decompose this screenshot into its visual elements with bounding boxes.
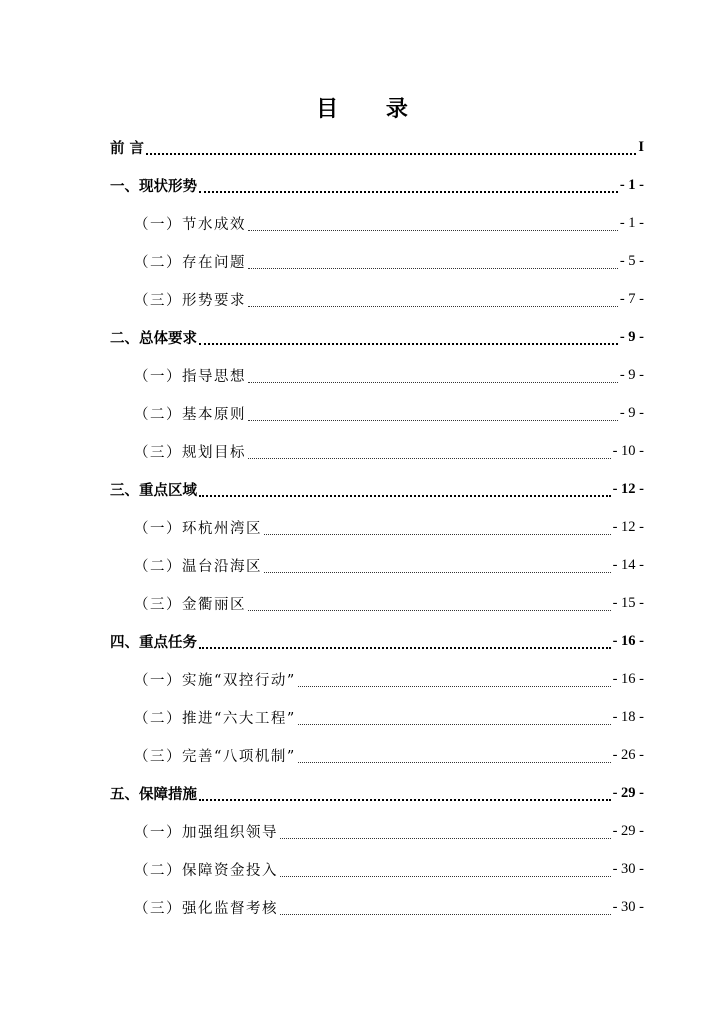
- toc-page-number: - 1 -: [619, 214, 644, 231]
- toc-entry-label: （三）金衢丽区: [134, 596, 246, 613]
- toc-section-entry[interactable]: [110, 584, 644, 622]
- dot-leader: [264, 560, 611, 573]
- toc-page-number: - 7 -: [619, 290, 644, 307]
- dot-leader: [264, 522, 611, 535]
- toc-page-number: - 12 -: [612, 480, 644, 497]
- toc-entry-label: 前 言: [110, 140, 145, 157]
- toc-entry-label: （一）节水成效: [134, 216, 246, 233]
- toc-page-number: - 30 -: [612, 898, 644, 915]
- dot-leader: [199, 787, 611, 801]
- toc-entry-label: （一）加强组织领导: [134, 824, 278, 841]
- dot-leader: [248, 370, 618, 383]
- dot-leader: [298, 674, 611, 687]
- toc-entry-label: （三）完善“八项机制”: [134, 748, 296, 765]
- toc-page-number: - 16 -: [612, 632, 644, 649]
- toc-entry-label: （一）指导思想: [134, 368, 246, 385]
- toc-chapter-entry[interactable]: [110, 622, 644, 660]
- toc-section-entry[interactable]: [110, 850, 644, 888]
- toc-page-number: - 10 -: [612, 442, 644, 459]
- dot-leader: [280, 826, 611, 839]
- dot-leader: [199, 179, 618, 193]
- toc-section-entry[interactable]: [110, 394, 644, 432]
- toc-entry-label: （二）温台沿海区: [134, 558, 262, 575]
- toc-page-number: I: [638, 138, 644, 155]
- toc-section-entry[interactable]: [110, 698, 644, 736]
- toc-section-entry[interactable]: [110, 356, 644, 394]
- toc-page-number: - 9 -: [619, 366, 644, 383]
- toc-page-number: - 5 -: [619, 252, 644, 269]
- toc-page-number: - 29 -: [612, 784, 644, 801]
- toc-entry-label: （三）形势要求: [134, 292, 246, 309]
- table-of-contents: [110, 128, 644, 926]
- toc-page-number: - 1 -: [619, 176, 644, 193]
- toc-chapter-entry[interactable]: [110, 470, 644, 508]
- toc-page-number: - 9 -: [619, 404, 644, 421]
- toc-entry-label: 三、重点区域: [110, 482, 197, 499]
- toc-section-entry[interactable]: [110, 888, 644, 926]
- toc-section-entry[interactable]: [110, 204, 644, 242]
- toc-entry-label: （三）强化监督考核: [134, 900, 278, 917]
- toc-section-entry[interactable]: [110, 508, 644, 546]
- toc-entry-label: （三）规划目标: [134, 444, 246, 461]
- dot-leader: [280, 864, 611, 877]
- toc-section-entry[interactable]: [110, 242, 644, 280]
- toc-entry-label: 四、重点任务: [110, 634, 197, 651]
- toc-section-entry[interactable]: [110, 432, 644, 470]
- toc-chapter-entry[interactable]: [110, 774, 644, 812]
- toc-page-number: - 30 -: [612, 860, 644, 877]
- toc-entry-label: （二）存在问题: [134, 254, 246, 271]
- toc-entry-label: 二、总体要求: [110, 330, 197, 347]
- dot-leader: [248, 294, 618, 307]
- dot-leader: [199, 483, 611, 497]
- toc-page-number: - 14 -: [612, 556, 644, 573]
- toc-entry-label: （二）保障资金投入: [134, 862, 278, 879]
- toc-page-number: - 18 -: [612, 708, 644, 725]
- dot-leader: [248, 446, 611, 459]
- toc-entry-label: 五、保障措施: [110, 786, 197, 803]
- toc-page-number: - 16 -: [612, 670, 644, 687]
- dot-leader: [146, 141, 636, 155]
- toc-section-entry[interactable]: [110, 280, 644, 318]
- toc-entry-label: （一）实施“双控行动”: [134, 672, 296, 689]
- toc-entry-label: 一、现状形势: [110, 178, 197, 195]
- dot-leader: [298, 750, 611, 763]
- toc-section-entry[interactable]: [110, 660, 644, 698]
- toc-section-entry[interactable]: [110, 546, 644, 584]
- toc-chapter-entry[interactable]: [110, 166, 644, 204]
- dot-leader: [199, 331, 618, 345]
- dot-leader: [248, 598, 611, 611]
- toc-page-number: - 9 -: [619, 328, 644, 345]
- toc-entry-label: （一）环杭州湾区: [134, 520, 262, 537]
- dot-leader: [248, 256, 618, 269]
- toc-page-number: - 12 -: [612, 518, 644, 535]
- toc-chapter-entry[interactable]: [110, 318, 644, 356]
- dot-leader: [298, 712, 611, 725]
- toc-section-entry[interactable]: [110, 736, 644, 774]
- toc-entry-label: （二）基本原则: [134, 406, 246, 423]
- dot-leader: [280, 902, 611, 915]
- dot-leader: [248, 408, 618, 421]
- toc-page-number: - 15 -: [612, 594, 644, 611]
- toc-entry-label: （二）推进“六大工程”: [134, 710, 296, 727]
- toc-page-number: - 29 -: [612, 822, 644, 839]
- toc-page-number: - 26 -: [612, 746, 644, 763]
- page-title: 目 录: [316, 97, 428, 122]
- dot-leader: [199, 635, 611, 649]
- dot-leader: [248, 218, 618, 231]
- toc-section-entry[interactable]: [110, 812, 644, 850]
- toc-chapter-entry[interactable]: [110, 128, 644, 166]
